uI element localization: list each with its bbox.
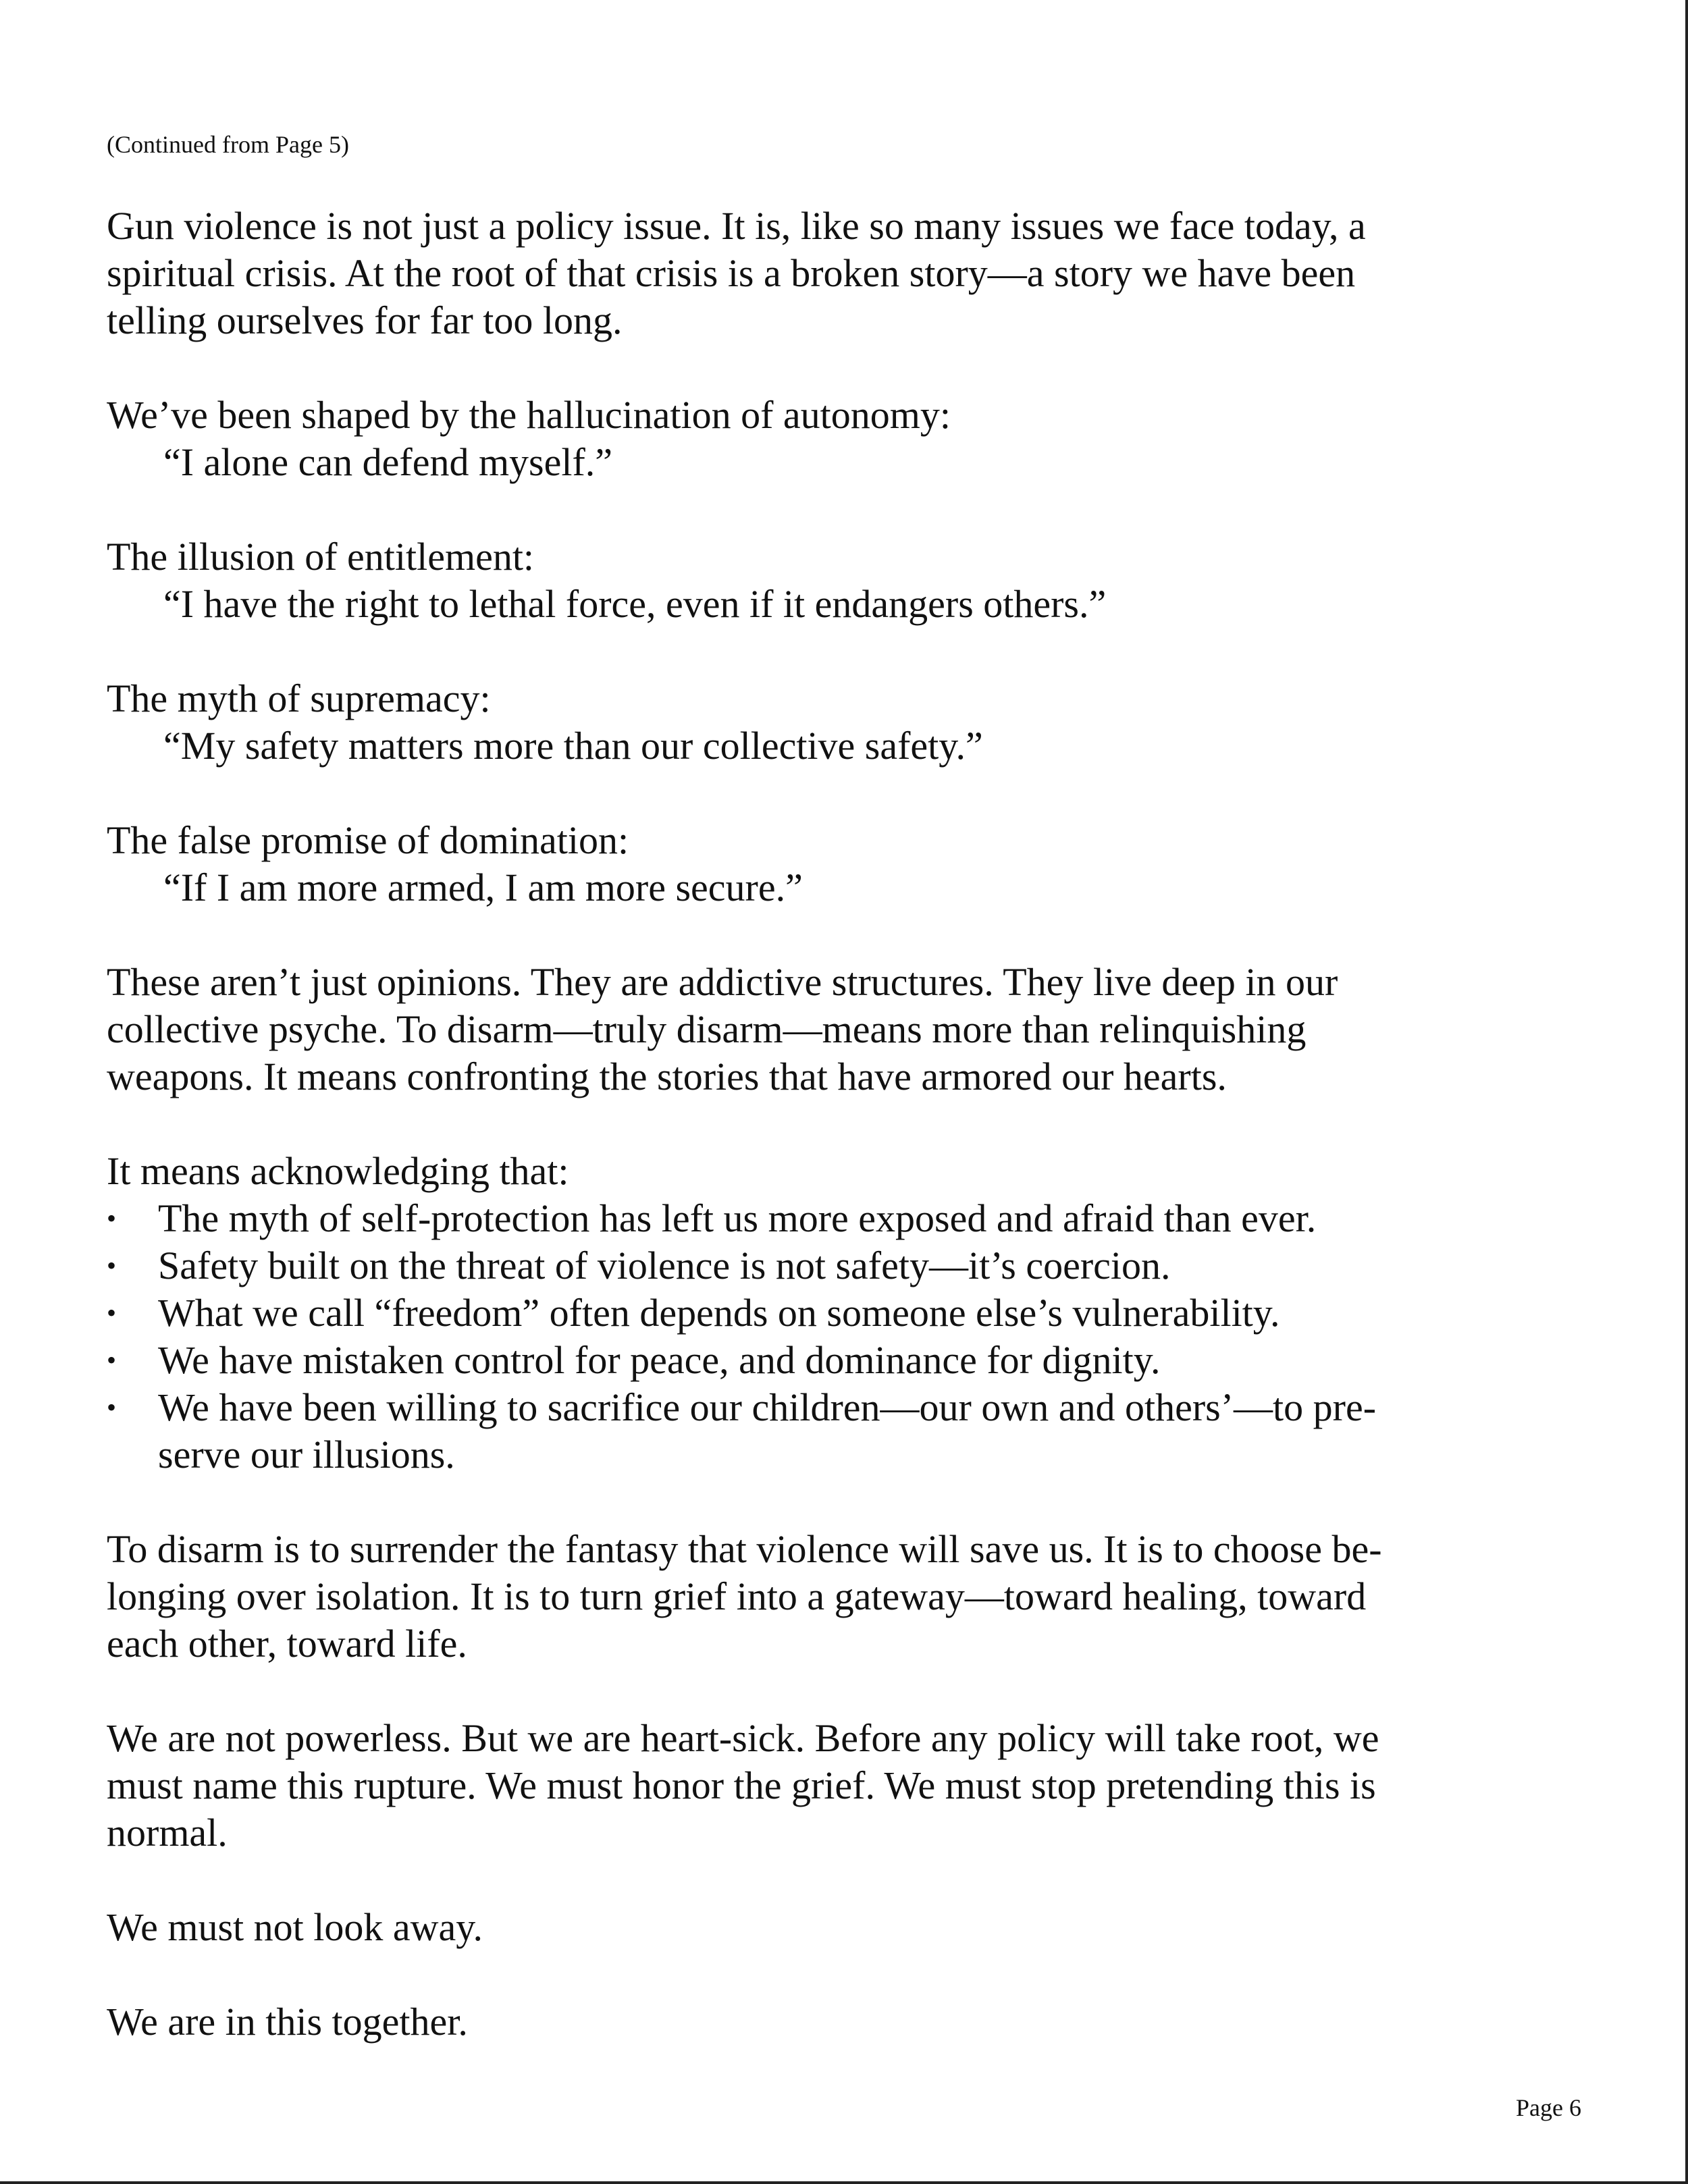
together-paragraph (107, 1998, 1592, 2046)
list-item (107, 1195, 1592, 1242)
text-line: telling ourselves for far too long. (107, 298, 623, 342)
document-body (107, 203, 1592, 2093)
acknowledge-lead (107, 1148, 1592, 1195)
text-line: We are not powerless. But we are heart-sick. Before any policy will take root, we (107, 1716, 1379, 1760)
bullet-dot: • (107, 1392, 117, 1422)
list-item-text: What we call “freedom” often depends on someone else’s vulnerability. (158, 1291, 1280, 1335)
story-label: The illusion of entitlement: (107, 535, 535, 579)
text-line: weapons. It means confronting the stories that have armored our hearts. (107, 1055, 1227, 1098)
disarm-paragraph (107, 1526, 1592, 1668)
page-border-bottom (0, 2181, 1688, 2184)
list-item (107, 1337, 1592, 1384)
text-line: must name this rupture. We must honor the grief. We must stop pretending this is (107, 1763, 1376, 1807)
list-item-text: serve our illusions. (158, 1433, 455, 1476)
list-item-text: The myth of self-protection has left us more exposed and afraid than ever. (158, 1196, 1317, 1240)
story-label: We’ve been shaped by the hallucination of autonomy: (107, 393, 951, 437)
story-quote: “If I am more armed, I am more secure.” (163, 865, 803, 909)
story-entitlement (107, 533, 1592, 628)
continued-note: (Continued from Page 5) (107, 131, 349, 158)
text-line: collective psyche. To disarm—truly disarm—means more than relinquishing (107, 1007, 1307, 1051)
list-item-text: We have mistaken control for peace, and dominance for dignity. (158, 1338, 1161, 1382)
story-supremacy (107, 675, 1592, 770)
look-away-paragraph (107, 1904, 1592, 1951)
list-item (107, 1242, 1592, 1289)
story-quote: “I alone can defend myself.” (163, 440, 613, 484)
story-label: The myth of supremacy: (107, 676, 491, 720)
intro-paragraph (107, 203, 1592, 344)
text-line: To disarm is to surrender the fantasy that violence will save us. It is to choose be- (107, 1527, 1382, 1571)
text-line: normal. (107, 1811, 228, 1855)
powerless-paragraph (107, 1715, 1592, 1857)
story-autonomy (107, 392, 1592, 486)
page-number: Page 6 (1516, 2094, 1581, 2121)
list-item (107, 1384, 1592, 1479)
story-domination (107, 817, 1592, 911)
bullet-dot: • (107, 1250, 117, 1281)
story-label: The false promise of domination: (107, 818, 629, 862)
text-line: It means acknowledging that: (107, 1149, 569, 1193)
story-quote: “I have the right to lethal force, even if it endangers others.” (163, 582, 1107, 626)
bullet-dot: • (107, 1345, 117, 1375)
text-line: each other, toward life. (107, 1622, 467, 1666)
structures-paragraph (107, 959, 1592, 1100)
text-line: longing over isolation. It is to turn grief into a gateway—toward healing, toward (107, 1574, 1367, 1618)
text-line: spiritual crisis. At the root of that crisis is a broken story—a story we have been (107, 251, 1356, 295)
text-line: These aren’t just opinions. They are addictive structures. They live deep in our (107, 960, 1338, 1004)
list-item-text: Safety built on the threat of violence is not safety—it’s coercion. (158, 1244, 1171, 1287)
list-item (107, 1289, 1592, 1337)
text-line: Gun violence is not just a policy issue. It is, like so many issues we face today, a (107, 204, 1366, 248)
text-line: We are in this together. (107, 2000, 468, 2044)
story-quote: “My safety matters more than our collective safety.” (163, 724, 983, 768)
bullet-dot: • (107, 1298, 117, 1328)
list-item-text: We have been willing to sacrifice our children—our own and others’—to pre- (158, 1385, 1377, 1429)
acknowledge-list (107, 1195, 1592, 1479)
page-border-right (1685, 0, 1688, 2184)
bullet-dot: • (107, 1203, 117, 1233)
text-line: We must not look away. (107, 1905, 483, 1949)
